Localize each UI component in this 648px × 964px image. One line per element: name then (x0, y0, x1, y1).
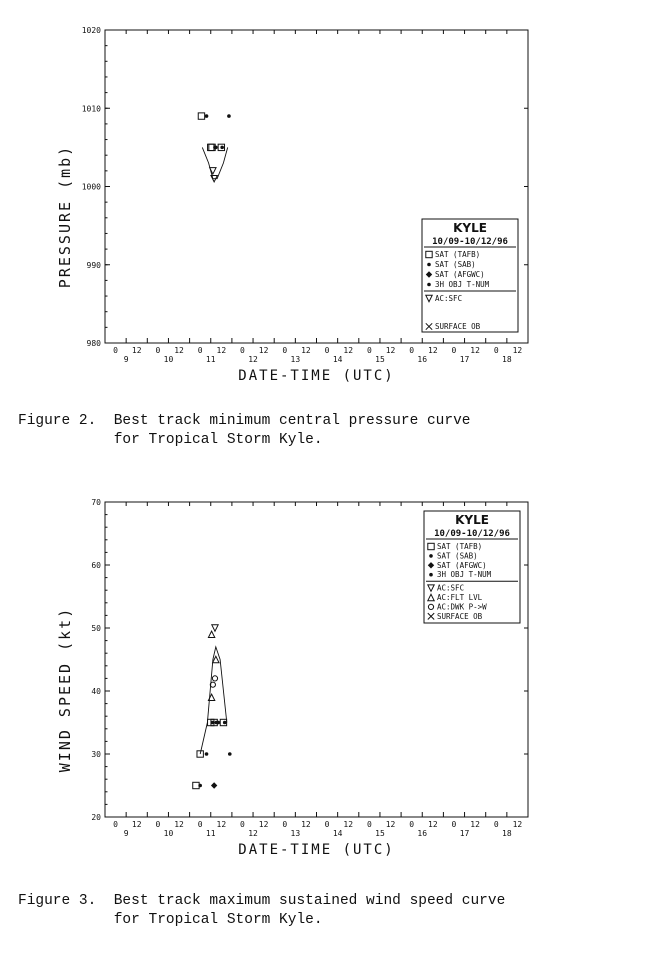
marker-dot (429, 573, 433, 577)
x-tick-label: 12 (343, 820, 354, 829)
marker-dot (220, 146, 224, 150)
x-axis-label: DATE-TIME (UTC) (238, 842, 395, 858)
x-tick-label: 12 (428, 346, 438, 355)
x-tick-label: 12 (470, 346, 480, 355)
x-tick-label: 12 (301, 820, 311, 829)
best-track-line (202, 147, 227, 178)
x-day-label: 10 (163, 829, 174, 838)
x-day-label: 12 (248, 355, 258, 364)
x-day-label: 14 (332, 355, 343, 364)
marker-square (197, 751, 203, 757)
x-day-label: 14 (332, 829, 343, 838)
x-tick-label: 0 (240, 820, 245, 829)
x-tick-label: 12 (512, 346, 523, 355)
x-day-label: 17 (459, 829, 470, 838)
marker-dot (427, 263, 431, 267)
legend-dates: 10/09-10/12/96 (432, 237, 508, 247)
x-tick-label: 0 (240, 346, 245, 355)
x-tick-label: 0 (282, 820, 288, 829)
x-tick-label: 0 (113, 346, 118, 355)
legend-item-label: SAT (SAB) (437, 551, 478, 561)
x-tick-label: 0 (113, 820, 118, 829)
pressure-chart-svg (0, 0, 648, 395)
x-tick-label: 0 (409, 820, 415, 829)
marker-dot (205, 752, 209, 756)
x-day-label: 12 (248, 829, 258, 838)
x-tick-label: 12 (385, 346, 396, 355)
x-tick-label: 12 (343, 346, 354, 355)
x-tick-label: 12 (174, 346, 184, 355)
x-tick-label: 0 (451, 346, 457, 355)
marker-dot (227, 114, 231, 118)
x-tick-label: 0 (324, 346, 330, 355)
marker-dot (429, 554, 433, 558)
x-tick-label: 0 (324, 820, 330, 829)
y-tick-label: 50 (91, 624, 101, 633)
legend-item-label: SURFACE OB (437, 611, 483, 621)
y-tick-label: 1010 (81, 104, 101, 114)
y-tick-label: 40 (91, 687, 101, 696)
y-axis-label: WIND SPEED (kt) (56, 606, 74, 773)
marker-dot (205, 114, 209, 118)
x-day-label: 18 (502, 829, 512, 838)
legend-dates: 10/09-10/12/96 (434, 529, 510, 539)
x-tick-label: 12 (216, 820, 227, 829)
x-day-label: 13 (290, 829, 301, 838)
legend-item-label: 3H OBJ T-NUM (435, 280, 490, 289)
marker-dot (198, 784, 202, 788)
marker-circle (212, 676, 217, 681)
x-day-label: 10 (163, 355, 174, 364)
legend-item-label: SAT (AFGWC) (435, 270, 485, 279)
x-day-label: 9 (123, 355, 129, 364)
pressure-chart (0, 0, 648, 395)
figure-2-caption: Figure 2. Best track minimum central pressure curve for Tropical Storm Kyle. (18, 413, 471, 448)
y-tick-label: 990 (86, 260, 101, 270)
legend-item-label: AC:DWK P->W (437, 602, 487, 612)
legend-item-label: AC:SFC (437, 583, 465, 593)
x-tick-label: 0 (366, 820, 372, 829)
marker-triangle-down (212, 625, 218, 631)
marker-dot (217, 721, 221, 725)
y-tick-label: 1020 (81, 26, 101, 35)
x-tick-label: 0 (493, 820, 499, 829)
x-tick-label: 12 (301, 346, 311, 355)
x-tick-label: 0 (493, 346, 499, 355)
marker-dot (213, 146, 217, 150)
figure-3-caption: Figure 3. Best track maximum sustained wind speed curve for Tropical Storm Kyle. (18, 893, 506, 928)
x-axis-label: DATE-TIME (UTC) (238, 368, 395, 384)
y-tick-label: 20 (91, 813, 101, 822)
legend-item-label: AC:FLT LVL (437, 593, 483, 602)
x-tick-label: 0 (282, 346, 288, 355)
y-tick-label: 1000 (81, 182, 101, 192)
x-tick-label: 12 (131, 346, 142, 355)
x-tick-label: 12 (174, 820, 184, 829)
marker-dot (211, 721, 215, 725)
x-day-label: 16 (417, 355, 428, 364)
x-tick-label: 0 (197, 820, 203, 829)
y-tick-label: 980 (86, 339, 101, 348)
x-tick-label: 0 (155, 820, 161, 829)
y-tick-label: 30 (91, 750, 101, 759)
y-tick-label: 60 (91, 561, 101, 570)
x-tick-label: 12 (258, 346, 269, 355)
wind-speed-chart-svg (0, 490, 648, 865)
x-day-label: 13 (290, 355, 301, 364)
x-tick-label: 12 (512, 820, 523, 829)
legend-item-label: SAT (AFGWC) (437, 560, 487, 570)
marker-square (198, 113, 204, 119)
x-tick-label: 0 (197, 346, 203, 355)
y-tick-label: 70 (91, 498, 101, 507)
x-day-label: 15 (375, 829, 385, 838)
x-day-label: 16 (417, 829, 428, 838)
x-tick-label: 12 (470, 820, 480, 829)
x-day-label: 9 (123, 829, 129, 838)
x-tick-label: 0 (409, 346, 415, 355)
x-tick-label: 12 (131, 820, 142, 829)
x-tick-label: 12 (258, 820, 269, 829)
legend-item-label: SAT (SAB) (435, 260, 476, 269)
x-day-label: 11 (205, 355, 216, 364)
x-tick-label: 0 (155, 346, 161, 355)
y-axis-label: PRESSURE (mb) (56, 144, 74, 289)
x-day-label: 18 (502, 355, 512, 364)
x-tick-label: 0 (366, 346, 372, 355)
marker-square (193, 782, 199, 788)
x-day-label: 17 (459, 355, 470, 364)
x-day-label: 11 (205, 829, 216, 838)
x-tick-label: 12 (385, 820, 396, 829)
x-day-label: 15 (375, 355, 385, 364)
legend-item-label: AC:SFC (435, 294, 463, 303)
legend-title: KYLE (453, 221, 487, 235)
x-tick-label: 12 (216, 346, 227, 355)
legend-item-label: 3H OBJ T-NUM (437, 570, 492, 580)
x-tick-label: 12 (428, 820, 438, 829)
marker-dot (427, 283, 431, 287)
wind-speed-chart (0, 490, 648, 865)
marker-triangle-up (208, 631, 214, 637)
marker-diamond (211, 782, 217, 788)
legend-item-label: SURFACE OB (435, 322, 481, 331)
legend-title: KYLE (455, 513, 489, 527)
marker-dot (223, 721, 227, 725)
legend-item-label: SAT (TAFB) (437, 542, 483, 551)
legend-item-label: SAT (TAFB) (435, 250, 481, 259)
marker-dot (228, 752, 232, 756)
x-tick-label: 0 (451, 820, 457, 829)
